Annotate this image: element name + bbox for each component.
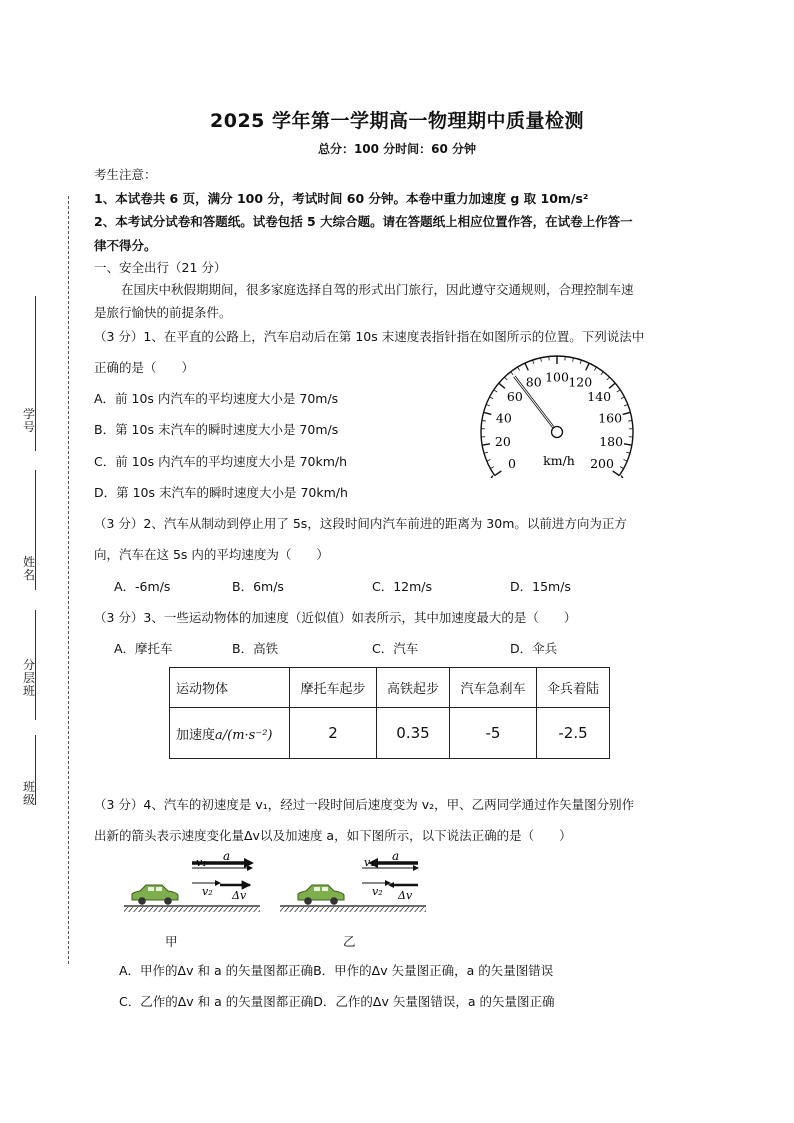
q1-option-b: B．第 10s 末汽车的瞬时速度大小是 70m/s xyxy=(94,422,339,437)
gauge-tick xyxy=(573,358,574,362)
gauge-tick xyxy=(621,397,625,399)
yi-dv-label: Δv xyxy=(398,889,413,902)
q4-option-c: C．乙作的Δv 和 a 的矢量图都正确 xyxy=(119,994,314,1009)
gauge-tick-label: 180 xyxy=(599,434,624,450)
table-header-cell: 伞兵着陆 xyxy=(537,668,610,708)
gauge-tick xyxy=(594,367,596,370)
exam-title: 2025 学年第一学期高一物理期中质量检测 xyxy=(210,110,584,132)
row-label-text: 加速度 xyxy=(176,727,216,743)
gauge-tick-label: 80 xyxy=(525,374,542,390)
table-cell: 0.35 xyxy=(377,708,450,759)
table-cell: -5 xyxy=(450,708,537,759)
gauge-tick xyxy=(487,460,491,462)
class-label: 班级 xyxy=(22,780,35,807)
gauge-tick-label: 200 xyxy=(590,456,614,472)
q4-option-a: A．甲作的Δv 和 a 的矢量图都正确 xyxy=(119,963,314,978)
table-header-cell: 运动物体 xyxy=(170,668,290,708)
gauge-tick xyxy=(586,363,589,370)
gauge-tick xyxy=(511,372,513,375)
q2-stem-1: （3 分）2、汽车从制动到停止用了 5s，这段时间内汽车前进的距离为 30m。以前进方向为正方 xyxy=(94,516,627,531)
gauge-tick xyxy=(624,460,628,462)
gauge-tick xyxy=(620,467,624,469)
gauge-tick xyxy=(623,412,631,414)
gauge-tick xyxy=(541,358,542,362)
q1-option-c: C．前 10s 内汽车的平均速度大小是 70km/h xyxy=(94,454,348,469)
gauge-tick-label: 100 xyxy=(545,369,569,385)
yi-v1-label: v₁ xyxy=(364,856,375,869)
gauge-tick xyxy=(482,444,490,445)
gauge-tick xyxy=(484,412,492,414)
gauge-tick xyxy=(490,467,494,469)
notice-item-1: 1、本试卷共 6 页，满分 100 分，考试时间 60 分钟。本卷中重力加速度 g 取 10m/s² xyxy=(94,191,589,206)
q1-stem-2: 正确的是（ ） xyxy=(94,360,195,375)
speedometer-unit: km/h xyxy=(543,453,575,468)
q2-option-d: D．15m/s xyxy=(510,579,571,594)
table-row-label xyxy=(170,708,290,759)
q4-options-row-2 xyxy=(119,992,554,1010)
q3-stem: （3 分）3、一些运动物体的加速度（近似值）如表所示，其中加速度最大的是（ ） xyxy=(94,610,577,625)
acceleration-table xyxy=(169,667,610,759)
q1-option-a: A．前 10s 内汽车的平均速度大小是 70m/s xyxy=(94,391,339,406)
q3-option-b: B．高铁 xyxy=(232,641,279,656)
gauge-tick xyxy=(617,390,620,392)
gauge-tick xyxy=(490,397,494,399)
gauge-tick xyxy=(494,390,497,392)
q2-option-b: B．6m/s xyxy=(232,579,284,594)
yi-a-label: a xyxy=(392,849,400,863)
gauge-tick-label: 120 xyxy=(568,374,593,390)
q4-option-d: D．乙作的Δv 矢量图错误，a 的矢量图正确 xyxy=(313,994,555,1009)
table-row xyxy=(170,668,610,708)
gauge-tick xyxy=(609,383,615,388)
speedometer-figure xyxy=(478,352,640,478)
gauge-tick xyxy=(607,377,610,380)
table-header-cell: 汽车急刹车 xyxy=(450,668,537,708)
q4-options-row-1 xyxy=(119,961,553,979)
gauge-tick xyxy=(624,404,628,405)
gauge-tick xyxy=(518,367,520,370)
section-intro-1: 在国庆中秋假期期间，很多家庭选择自驾的形式出门旅行，因此遵守交通规则，合理控制车速 xyxy=(121,282,634,297)
table-cell: 2 xyxy=(290,708,377,759)
student-no-label: 学号 xyxy=(22,407,35,434)
gauge-tick-label: 60 xyxy=(506,389,523,405)
q1-stem-1: （3 分）1、在平直的公路上，汽车启动后在第 10s 末速度表指针指在如图所示的位置。下列说法中 xyxy=(94,329,645,344)
q3-option-a: A．摩托车 xyxy=(114,641,173,656)
binding-dashed-line xyxy=(68,196,69,964)
notice-item-2a: 2、本考试分试卷和答题纸。试卷包括 5 大综合题。请在答题纸上相应位置作答，在试卷上作答一 xyxy=(94,214,633,229)
figure-label-jia: 甲 xyxy=(165,934,178,949)
table-header-cell: 高铁起步 xyxy=(377,668,450,708)
speedometer-hub xyxy=(552,427,563,438)
section-heading: 一、安全出行（21 分） xyxy=(94,260,227,275)
gauge-tick xyxy=(486,404,490,405)
gauge-tick-label: 0 xyxy=(507,456,516,472)
yi-v2-label: v₂ xyxy=(372,885,383,898)
gauge-tick xyxy=(525,363,528,370)
q1-option-d: D．第 10s 末汽车的瞬时速度大小是 70km/h xyxy=(94,485,348,500)
car-icon xyxy=(132,885,178,905)
table-header-cell: 摩托车起步 xyxy=(290,668,377,708)
vector-figure xyxy=(122,848,432,914)
gauge-tick xyxy=(624,444,632,445)
q4-option-b: B．甲作的Δv 矢量图正确，a 的矢量图错误 xyxy=(313,963,554,978)
jia-dv-label: Δv xyxy=(232,889,247,902)
gauge-tick-label: 160 xyxy=(598,410,623,426)
q4-stem-2: 出新的箭头表示速度变化量Δv以及加速度 a，如下图所示，以下说法正确的是（ ） xyxy=(94,828,572,843)
yi-diagram xyxy=(280,849,426,912)
gauge-tick xyxy=(626,452,630,453)
jia-v1-label: v₁ xyxy=(196,856,207,869)
gauge-tick xyxy=(504,377,507,380)
q2-option-a: A．-6m/s xyxy=(114,579,171,594)
gauge-tick-label: 40 xyxy=(495,410,512,426)
q3-option-c: C．汽车 xyxy=(372,641,419,656)
q2-stem-2: 向，汽车在这 5s 内的平均速度为（ ） xyxy=(94,547,329,562)
name-label: 姓名 xyxy=(22,555,35,582)
q4-stem-1: （3 分）4、汽车的初速度是 v₁，经过一段时间后速度变为 v₂，甲、乙两同学通过作矢量图分别作 xyxy=(94,797,635,812)
gauge-tick-label: 20 xyxy=(494,434,511,450)
gauge-tick xyxy=(533,360,534,364)
row-unit-text: a/(m·s⁻²) xyxy=(215,727,273,743)
jia-diagram xyxy=(124,849,260,912)
gauge-tick xyxy=(613,471,620,476)
jia-a-label: a xyxy=(223,849,231,863)
notice-heading: 考生注意： xyxy=(94,167,157,182)
table-row xyxy=(170,708,610,759)
gauge-tick-label: 140 xyxy=(587,389,612,405)
car-icon xyxy=(298,885,344,905)
q2-option-c: C．12m/s xyxy=(372,579,433,594)
gauge-tick xyxy=(495,471,502,476)
jia-v2-label: v₂ xyxy=(202,885,213,898)
q3-option-d: D．伞兵 xyxy=(510,641,558,656)
section-intro-2: 是旅行愉快的前提条件。 xyxy=(94,305,232,320)
table-cell: -2.5 xyxy=(537,708,610,759)
gauge-tick xyxy=(580,360,581,364)
figure-label-yi: 乙 xyxy=(343,934,356,949)
exam-subtitle: 总分：100 分时间：60 分钟 xyxy=(317,142,477,156)
gauge-tick xyxy=(484,452,488,453)
tier-class-label: 分层班 xyxy=(22,658,35,698)
notice-item-2b: 律不得分。 xyxy=(94,238,157,253)
gauge-tick xyxy=(499,383,505,388)
gauge-tick xyxy=(601,372,603,375)
